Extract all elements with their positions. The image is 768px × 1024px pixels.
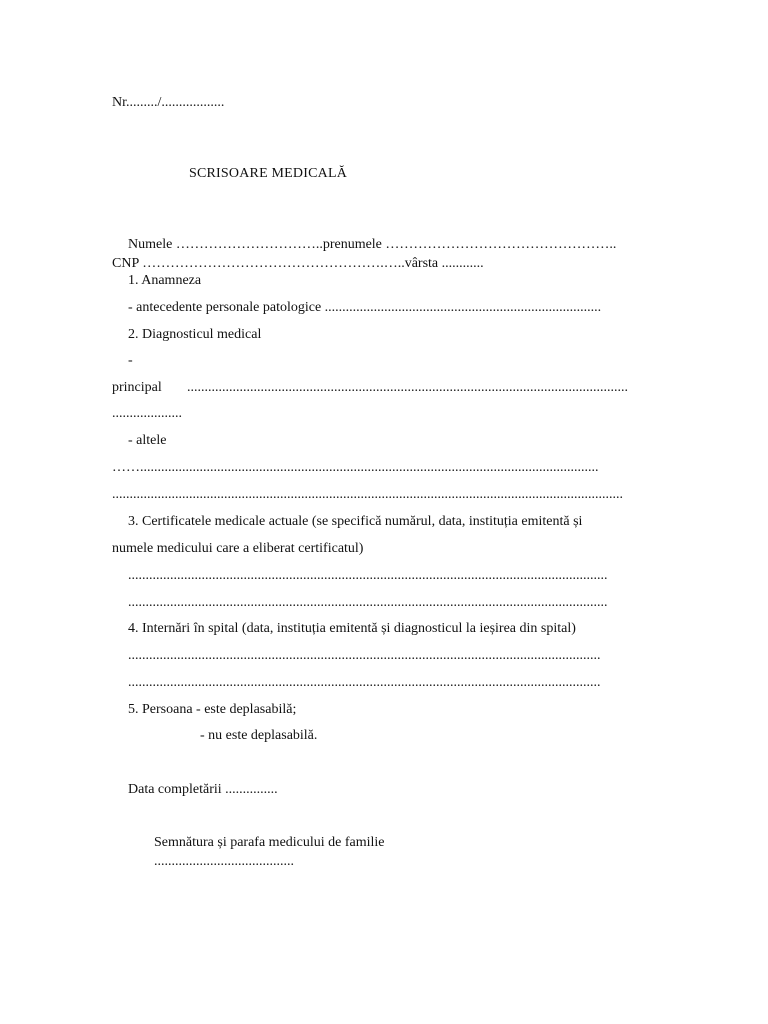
document-number: Nr........./.................. — [112, 95, 225, 110]
diagnosis-dash: - — [128, 353, 133, 368]
signature-field-dots: ........................................ — [154, 854, 294, 869]
section-4-heading: 4. Internări în spital (data, instituția emitentă și diagnosticul la ieșirea din spital) — [128, 621, 576, 636]
altele-field-dots-1: ……................................................................................................................................... — [112, 460, 599, 475]
section-5-mobile-option: 5. Persoana - este deplasabilă; — [128, 702, 297, 717]
section-3-heading-cont: numele medicului care a eliberat certificatul) — [112, 541, 364, 556]
cnp-age-field-line: CNP …………………………………………….…..vârsta ............ — [112, 256, 484, 271]
document-title: SCRISOARE MEDICALĂ — [189, 166, 348, 181]
principal-field-continuation: .................... — [112, 406, 182, 421]
section-1-heading: 1. Anamneza — [128, 273, 202, 288]
hospitalization-field-dots-1: ....................................................................................................................................... — [128, 648, 601, 663]
certificates-field-dots-2: ......................................................................................................................................... — [128, 595, 608, 610]
section-2-heading: 2. Diagnosticul medical — [128, 327, 262, 342]
section-5-immobile-option: - nu este deplasabilă. — [200, 728, 318, 743]
altele-field-dots-2: .................................................................................................................................................. — [112, 487, 623, 502]
altele-label: - altele — [128, 433, 167, 448]
name-field-line: Numele …………………………..prenumele ………………………………………….. — [128, 237, 617, 252]
signature-label: Semnătura și parafa medicului de familie — [154, 835, 385, 850]
antecedente-field-line: - antecedente personale patologice ............................................................................... — [128, 300, 602, 315]
principal-field-dots: .............................................................................................................................. — [187, 380, 628, 395]
certificates-field-dots-1: ......................................................................................................................................... — [128, 568, 608, 583]
section-3-heading: 3. Certificatele medicale actuale (se specifică numărul, data, instituția emitentă și — [128, 514, 583, 529]
principal-label: principal — [112, 380, 162, 395]
hospitalization-field-dots-2: ....................................................................................................................................... — [128, 675, 601, 690]
completion-date-line: Data completării ............... — [128, 782, 278, 797]
